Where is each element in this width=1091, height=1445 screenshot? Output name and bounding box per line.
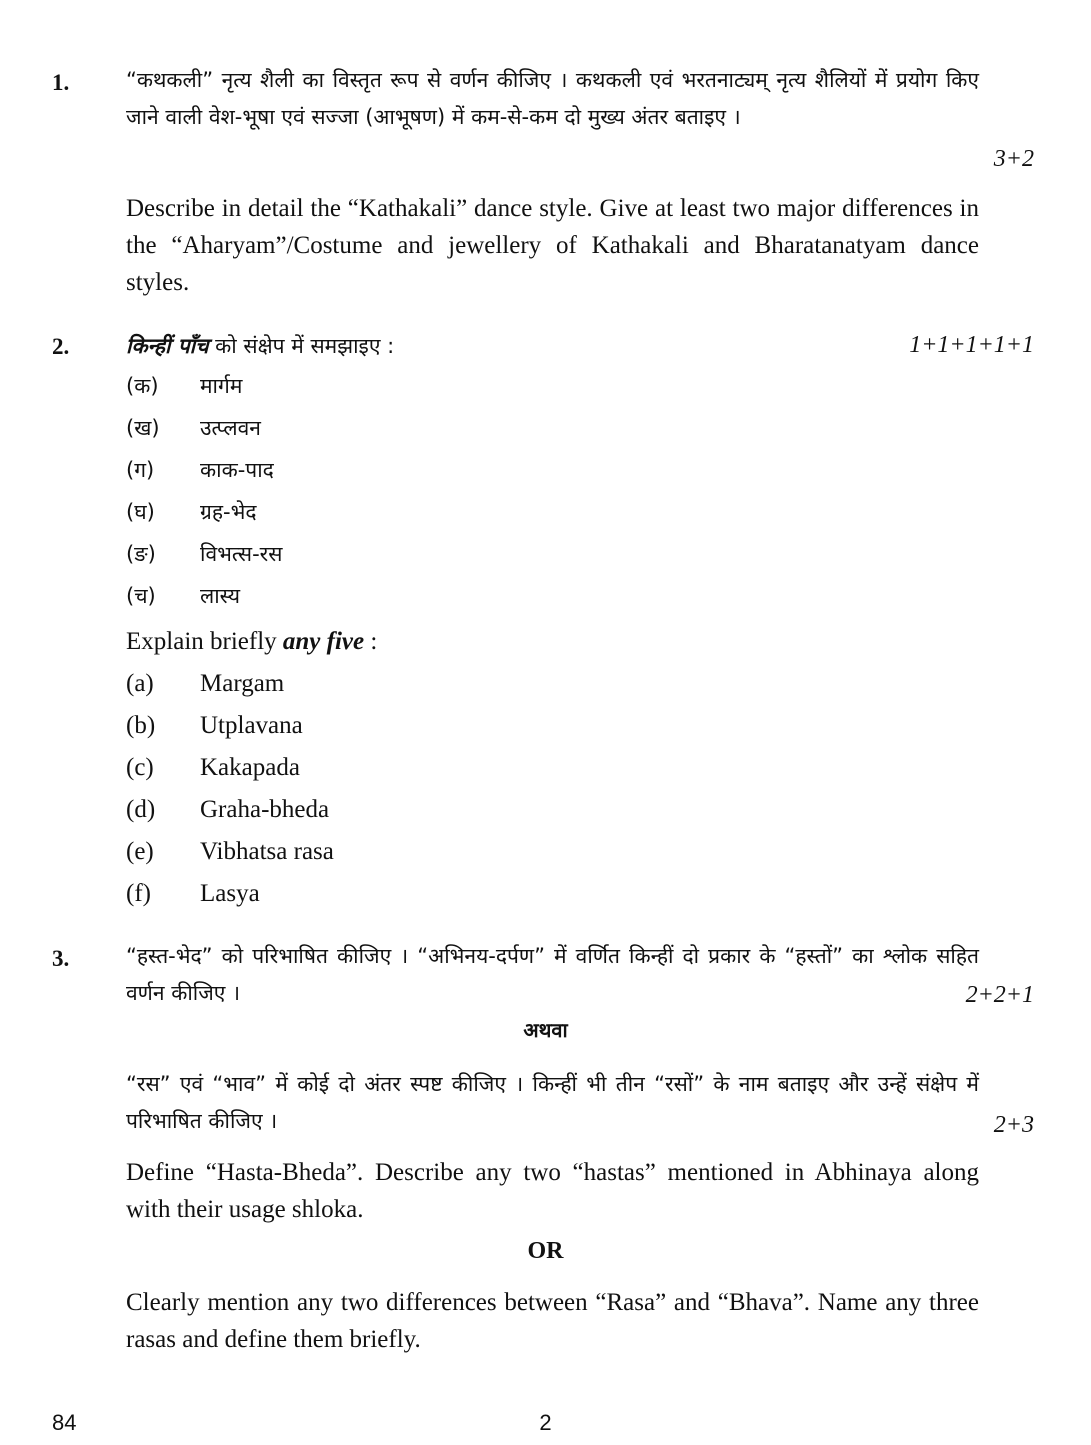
- question-3-hindi-b: “रस” एवं “भाव” में कोई दो अंतर स्पष्ट कीजिए । किन्हीं भी तीन “रसों” के नाम बताइए और उन्हें संक्षेप में परिभाषित कीजिए ।: [126, 1072, 979, 1133]
- or-divider-english: OR: [527, 1238, 564, 1264]
- item-label: (d): [126, 796, 156, 823]
- item-label: (घ): [126, 500, 155, 524]
- question-number: 3.: [52, 946, 70, 971]
- item-label: (ङ): [126, 542, 156, 566]
- question-3-marks-b: 2+3: [993, 1112, 1034, 1138]
- item-text: Graha-bheda: [200, 796, 330, 823]
- question-number: 1.: [52, 70, 70, 95]
- item-text: लास्य: [200, 584, 241, 608]
- question-3-english-a: Define “Hasta-Bheda”. Describe any two “hastas” mentioned in Abhinaya along with their usage shloka.: [126, 1159, 979, 1223]
- question-1-english-text: [126, 190, 979, 301]
- item-text: Vibhatsa rasa: [200, 838, 334, 865]
- item-label: (ग): [126, 458, 155, 482]
- item-label: (e): [126, 838, 154, 865]
- page-number: 2: [539, 1410, 552, 1435]
- intro-rest: को संक्षेप में समझाइए :: [208, 334, 395, 358]
- question-3-english-a-text: [126, 1154, 979, 1228]
- question-2-english-intro: [126, 628, 377, 656]
- question-number: 2.: [52, 334, 70, 359]
- item-text: ग्रह-भेद: [200, 500, 257, 524]
- item-text: मार्गम: [200, 374, 243, 398]
- item-label: (f): [126, 880, 151, 907]
- item-text: Lasya: [200, 880, 260, 907]
- question-3-hindi-b-text: [126, 1066, 979, 1140]
- question-1-hindi-text: [126, 62, 979, 136]
- item-text: उत्प्लवन: [200, 416, 261, 440]
- question-3-hindi-a-text: [126, 938, 979, 1012]
- or-divider-hindi: अथवा: [523, 1018, 568, 1042]
- question-2-marks: 1+1+1+1+1: [909, 332, 1034, 358]
- item-label: (a): [126, 670, 154, 697]
- paper-code: 84: [52, 1410, 77, 1435]
- item-label: (च): [126, 584, 156, 608]
- question-3-english-b-text: [126, 1284, 979, 1358]
- question-3-english-b: Clearly mention any two differences between “Rasa” and “Bhava”. Name any three rasas and define them briefly.: [126, 1289, 979, 1353]
- item-label: (c): [126, 754, 154, 781]
- item-text: Utplavana: [200, 712, 303, 739]
- item-label: (b): [126, 712, 156, 739]
- intro-emphasis: किन्हीं पाँच: [126, 334, 209, 358]
- question-1-marks: 3+2: [993, 146, 1034, 172]
- intro-start: Explain briefly: [126, 628, 283, 655]
- item-label: (क): [126, 374, 159, 398]
- intro-emphasis: any five: [282, 628, 365, 655]
- question-1-english: Describe in detail the “Kathakali” dance style. Give at least two major differences in the “Aharyam”/Costume and jewellery of Kathakali and Bharatanatyam dance styles.: [126, 195, 979, 296]
- question-2-hindi-intro: [126, 332, 394, 360]
- item-text: Margam: [200, 670, 285, 697]
- intro-end: :: [364, 628, 378, 655]
- item-text: Kakapada: [200, 754, 300, 781]
- item-label: (ख): [126, 416, 160, 440]
- question-3-hindi-a: “हस्त-भेद” को परिभाषित कीजिए । “अभिनय-दर्पण” में वर्णित किन्हीं दो प्रकार के “हस्तों” का श्लोक सहित वर्णन कीजिए ।: [126, 944, 979, 1005]
- question-1-hindi: “कथकली” नृत्य शैली का विस्तृत रूप से वर्णन कीजिए । कथकली एवं भरतनाट्यम् नृत्य शैलियों में प्रयोग किए जाने वाली वेश-भूषा एवं सज्जा (आभूषण) में कम-से-कम दो मुख्य अंतर बताइए ।: [126, 68, 979, 129]
- question-3-marks-a: 2+2+1: [965, 982, 1034, 1008]
- item-text: काक-पाद: [200, 458, 274, 482]
- item-text: विभत्स-रस: [200, 542, 283, 566]
